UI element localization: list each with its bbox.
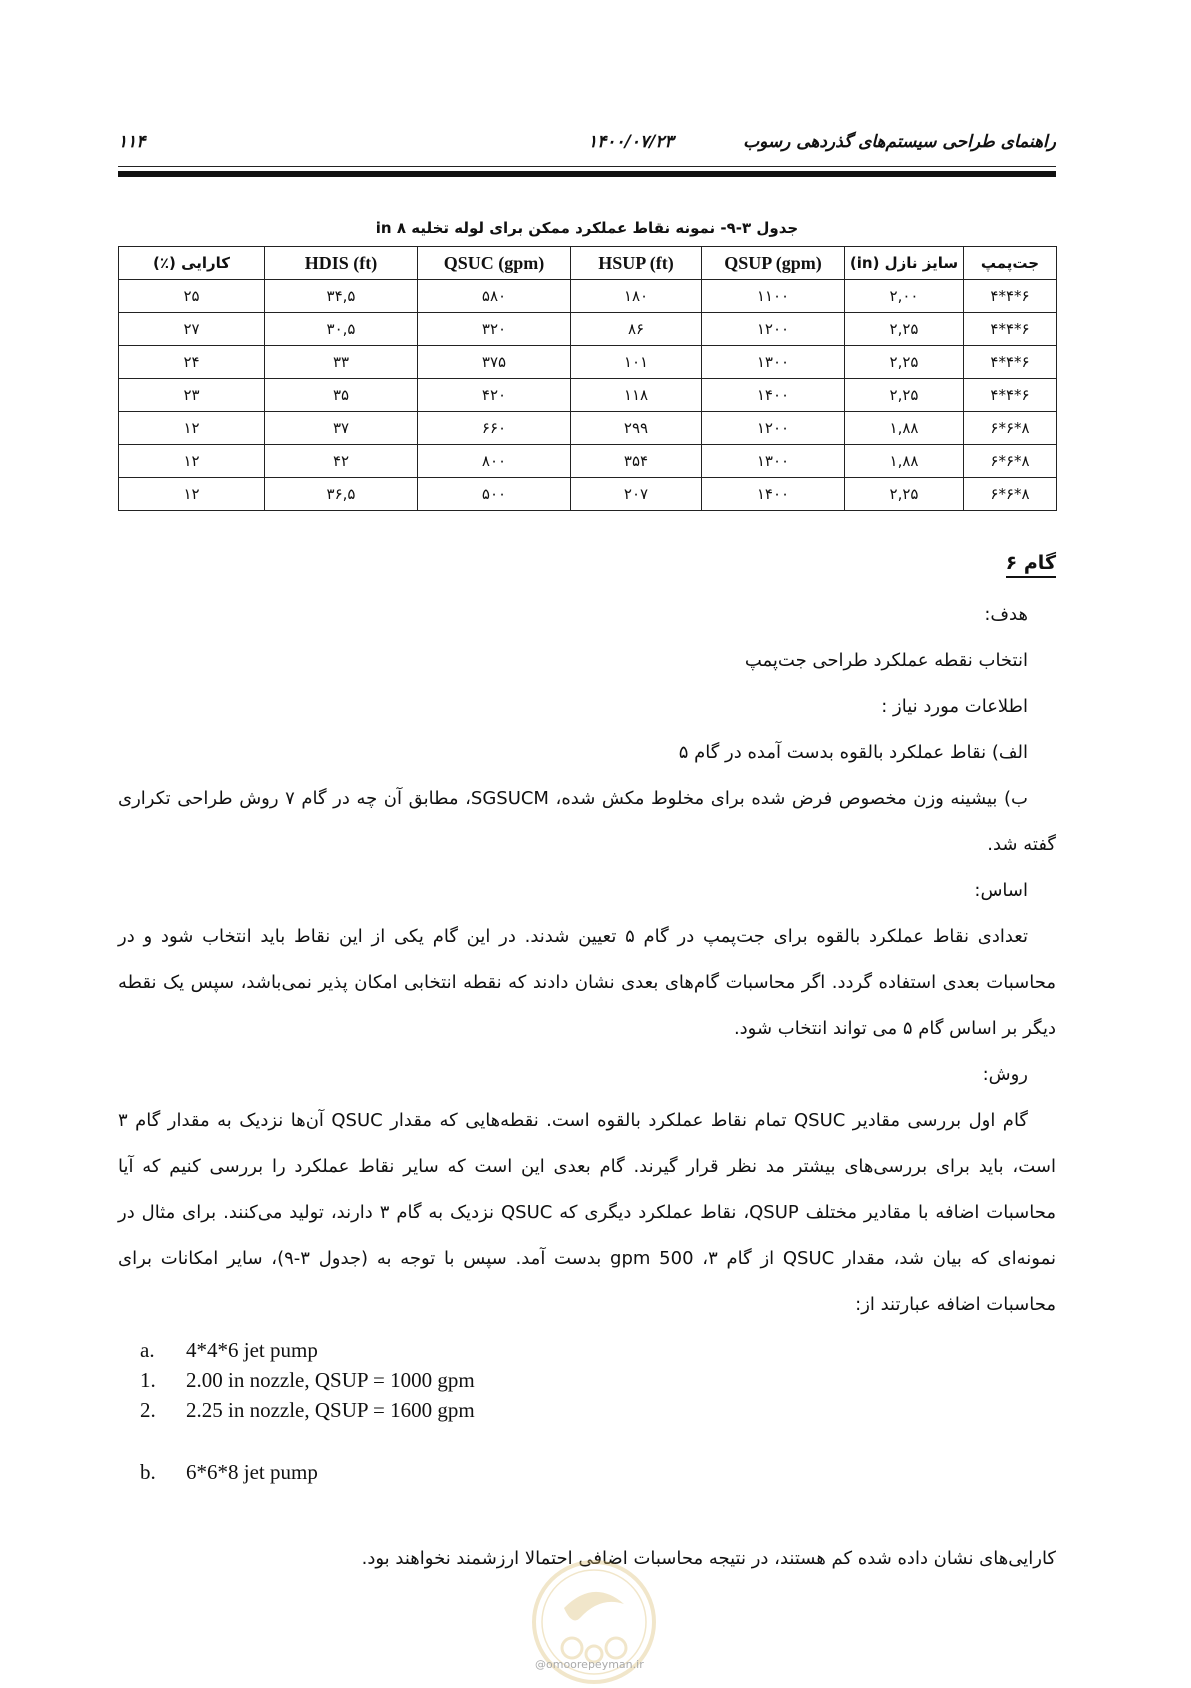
col-header-hsup: HSUP (ft) <box>571 247 702 280</box>
table-row <box>119 379 1057 412</box>
table-cell: ۳۶,۵ <box>265 478 418 511</box>
table-cell: ۲,۲۵ <box>845 313 964 346</box>
table-cell: ۱۳۰۰ <box>702 445 845 478</box>
table-caption: جدول ۳-۹- نمونه نقاط عملکرد ممکن برای لوله تخلیه ۸ in <box>375 219 799 237</box>
table-cell: ۲۷ <box>119 313 265 346</box>
table-cell: ۴۲۰ <box>418 379 571 412</box>
table-cell: ۳۵۴ <box>571 445 702 478</box>
table-row <box>119 478 1057 511</box>
header-rule-thick <box>118 171 1056 177</box>
table-cell: ۱۴۰۰ <box>702 478 845 511</box>
method-label: روش: <box>982 1064 1028 1085</box>
col-header-hdis: HDIS (ft) <box>265 247 418 280</box>
table-cell: ۱۲ <box>119 412 265 445</box>
header-rule-thin <box>118 166 1056 167</box>
page-header <box>118 128 1056 158</box>
info-label: اطلاعات مورد نیاز : <box>881 696 1028 717</box>
header-title: راهنمای طراحی سیستم‌های گذردهی رسوب <box>743 132 1056 152</box>
basis-paragraph: تعدادی نقاط عملکرد بالقوه برای جت‌پمپ در گام ۵ تعیین شدند. در این گام یکی از این نقاط باید انتخاب شود و در محاسبات بعدی استفاده گردد. اگر محاسبات گام‌های بعدی نشان دادند که نقطه انتخابی امکان پذیر نمی‌باشد، سپس یک نقطه دیگر بر اساس گام ۵ می تواند انتخاب شود. <box>118 926 1056 1039</box>
table-cell: ۵۰۰ <box>418 478 571 511</box>
table-cell: ۵۸۰ <box>418 280 571 313</box>
table-cell: ۲,۲۵ <box>845 379 964 412</box>
list-item <box>140 1365 475 1395</box>
list-marker: a. <box>140 1338 155 1362</box>
table-row <box>119 280 1057 313</box>
table-cell: ۶*۴*۴ <box>964 280 1057 313</box>
list-item <box>140 1457 475 1487</box>
table-cell: ۸۶ <box>571 313 702 346</box>
table-cell: ۸*۶*۶ <box>964 412 1057 445</box>
table-cell: ۲۴ <box>119 346 265 379</box>
section-heading: گام ۶ <box>1006 552 1056 578</box>
table-cell: ۳۰,۵ <box>265 313 418 346</box>
table-cell: ۶*۴*۴ <box>964 379 1057 412</box>
table-cell: ۴۲ <box>265 445 418 478</box>
col-header-qsup: QSUP (gpm) <box>702 247 845 280</box>
table-cell: ۱۲ <box>119 445 265 478</box>
list-item <box>140 1395 475 1425</box>
header-date: ۱۴۰۰/۰۷/۲۳ <box>588 132 674 152</box>
table-cell: ۱۳۰۰ <box>702 346 845 379</box>
list-marker: b. <box>140 1460 156 1484</box>
col-header-qsuc: QSUC (gpm) <box>418 247 571 280</box>
table-cell: ۲۹۹ <box>571 412 702 445</box>
table-cell: ۶۶۰ <box>418 412 571 445</box>
table-cell: ۱۴۰۰ <box>702 379 845 412</box>
table-row <box>119 412 1057 445</box>
table-cell: ۳۵ <box>265 379 418 412</box>
table-cell: ۲۳ <box>119 379 265 412</box>
goal-text: انتخاب نقطه عملکرد طراحی جت‌پمپ <box>744 650 1028 671</box>
table-cell: ۱,۸۸ <box>845 445 964 478</box>
closing-sentence: کارایی‌های نشان داده شده کم هستند، در نتیجه محاسبات اضافی احتمالا ارزشمند نخواهند بود. <box>361 1548 1056 1569</box>
col-header-efficiency: کارایی (٪) <box>119 247 265 280</box>
table-cell: ۱۱۸ <box>571 379 702 412</box>
table-cell: ۲,۰۰ <box>845 280 964 313</box>
table-cell: ۱۲۰۰ <box>702 313 845 346</box>
table-cell: ۱۱۰۰ <box>702 280 845 313</box>
table-cell: ۱۲۰۰ <box>702 412 845 445</box>
table-cell: ۳۷ <box>265 412 418 445</box>
table-cell: ۸*۶*۶ <box>964 445 1057 478</box>
table-cell: ۲۰۷ <box>571 478 702 511</box>
options-list <box>140 1335 475 1487</box>
list-marker: 2. <box>140 1398 156 1422</box>
table-cell: ۶*۴*۴ <box>964 313 1057 346</box>
list-text: 2.25 in nozzle, QSUP = 1600 gpm <box>186 1398 475 1422</box>
col-header-nozzle-size: سایز نازل (in) <box>845 247 964 280</box>
operating-points-table <box>118 246 1057 511</box>
goal-label: هدف: <box>984 604 1028 625</box>
table-cell: ۱۲ <box>119 478 265 511</box>
list-text: 6*6*8 jet pump <box>186 1460 318 1484</box>
list-marker: 1. <box>140 1368 156 1392</box>
table-cell: ۱,۸۸ <box>845 412 964 445</box>
table-cell: ۲,۲۵ <box>845 346 964 379</box>
watermark-handle: @omoorepeyman.ir <box>535 1658 644 1671</box>
list-text: 4*4*6 jet pump <box>186 1338 318 1362</box>
table-cell: ۳۷۵ <box>418 346 571 379</box>
list-text: 2.00 in nozzle, QSUP = 1000 gpm <box>186 1368 475 1392</box>
table-cell: ۸*۶*۶ <box>964 478 1057 511</box>
table-cell: ۳۳ <box>265 346 418 379</box>
method-paragraph: گام اول بررسی مقادیر QSUC تمام نقاط عملکرد بالقوه است. نقطه‌هایی که مقدار QSUC آن‌ها نزدیک به مقدار گام ۳ است، باید برای بررسی‌های بیشتر مد نظر قرار گیرند. گام بعدی این است که سایر نقاط عملکرد را بررسی کنیم که آیا محاسبات اضافه با مقادیر مختلف QSUP، نقاط عملکرد دیگری که QSUC نزدیک به گام ۳ دارند، تولید می‌کنند. برای مثال در نمونه‌ای که بیان شد، مقدار QSUC از گام ۳، 500 gpm بدست آمد. سپس با توجه به (جدول ۳-۹)، سایر امکانات برای محاسبات اضافه عبارتند از: <box>118 1110 1057 1315</box>
table-cell: ۲,۲۵ <box>845 478 964 511</box>
table-cell: ۲۵ <box>119 280 265 313</box>
table-cell: ۱۰۱ <box>571 346 702 379</box>
table-cell: ۳۲۰ <box>418 313 571 346</box>
table-row <box>119 313 1057 346</box>
table-cell: ۱۸۰ <box>571 280 702 313</box>
list-item <box>140 1335 475 1365</box>
col-header-jetpump: جت‌پمپ <box>964 247 1057 280</box>
table-cell: ۶*۴*۴ <box>964 346 1057 379</box>
table-cell: ۸۰۰ <box>418 445 571 478</box>
table-row <box>119 346 1057 379</box>
info-item-b: ب) بیشینه وزن مخصوص فرض شده برای مخلوط مکش شده، SGSUCM، مطابق آن چه در گام ۷ روش طراحی تکراری گفته شد. <box>118 788 1056 855</box>
info-item-a: الف) نقاط عملکرد بالقوه بدست آمده در گام ۵ <box>678 742 1028 763</box>
basis-label: اساس: <box>974 880 1028 901</box>
page-number: ۱۱۴ <box>118 132 146 152</box>
table-header-row <box>119 247 1057 280</box>
table-row <box>119 445 1057 478</box>
table-cell: ۳۴,۵ <box>265 280 418 313</box>
